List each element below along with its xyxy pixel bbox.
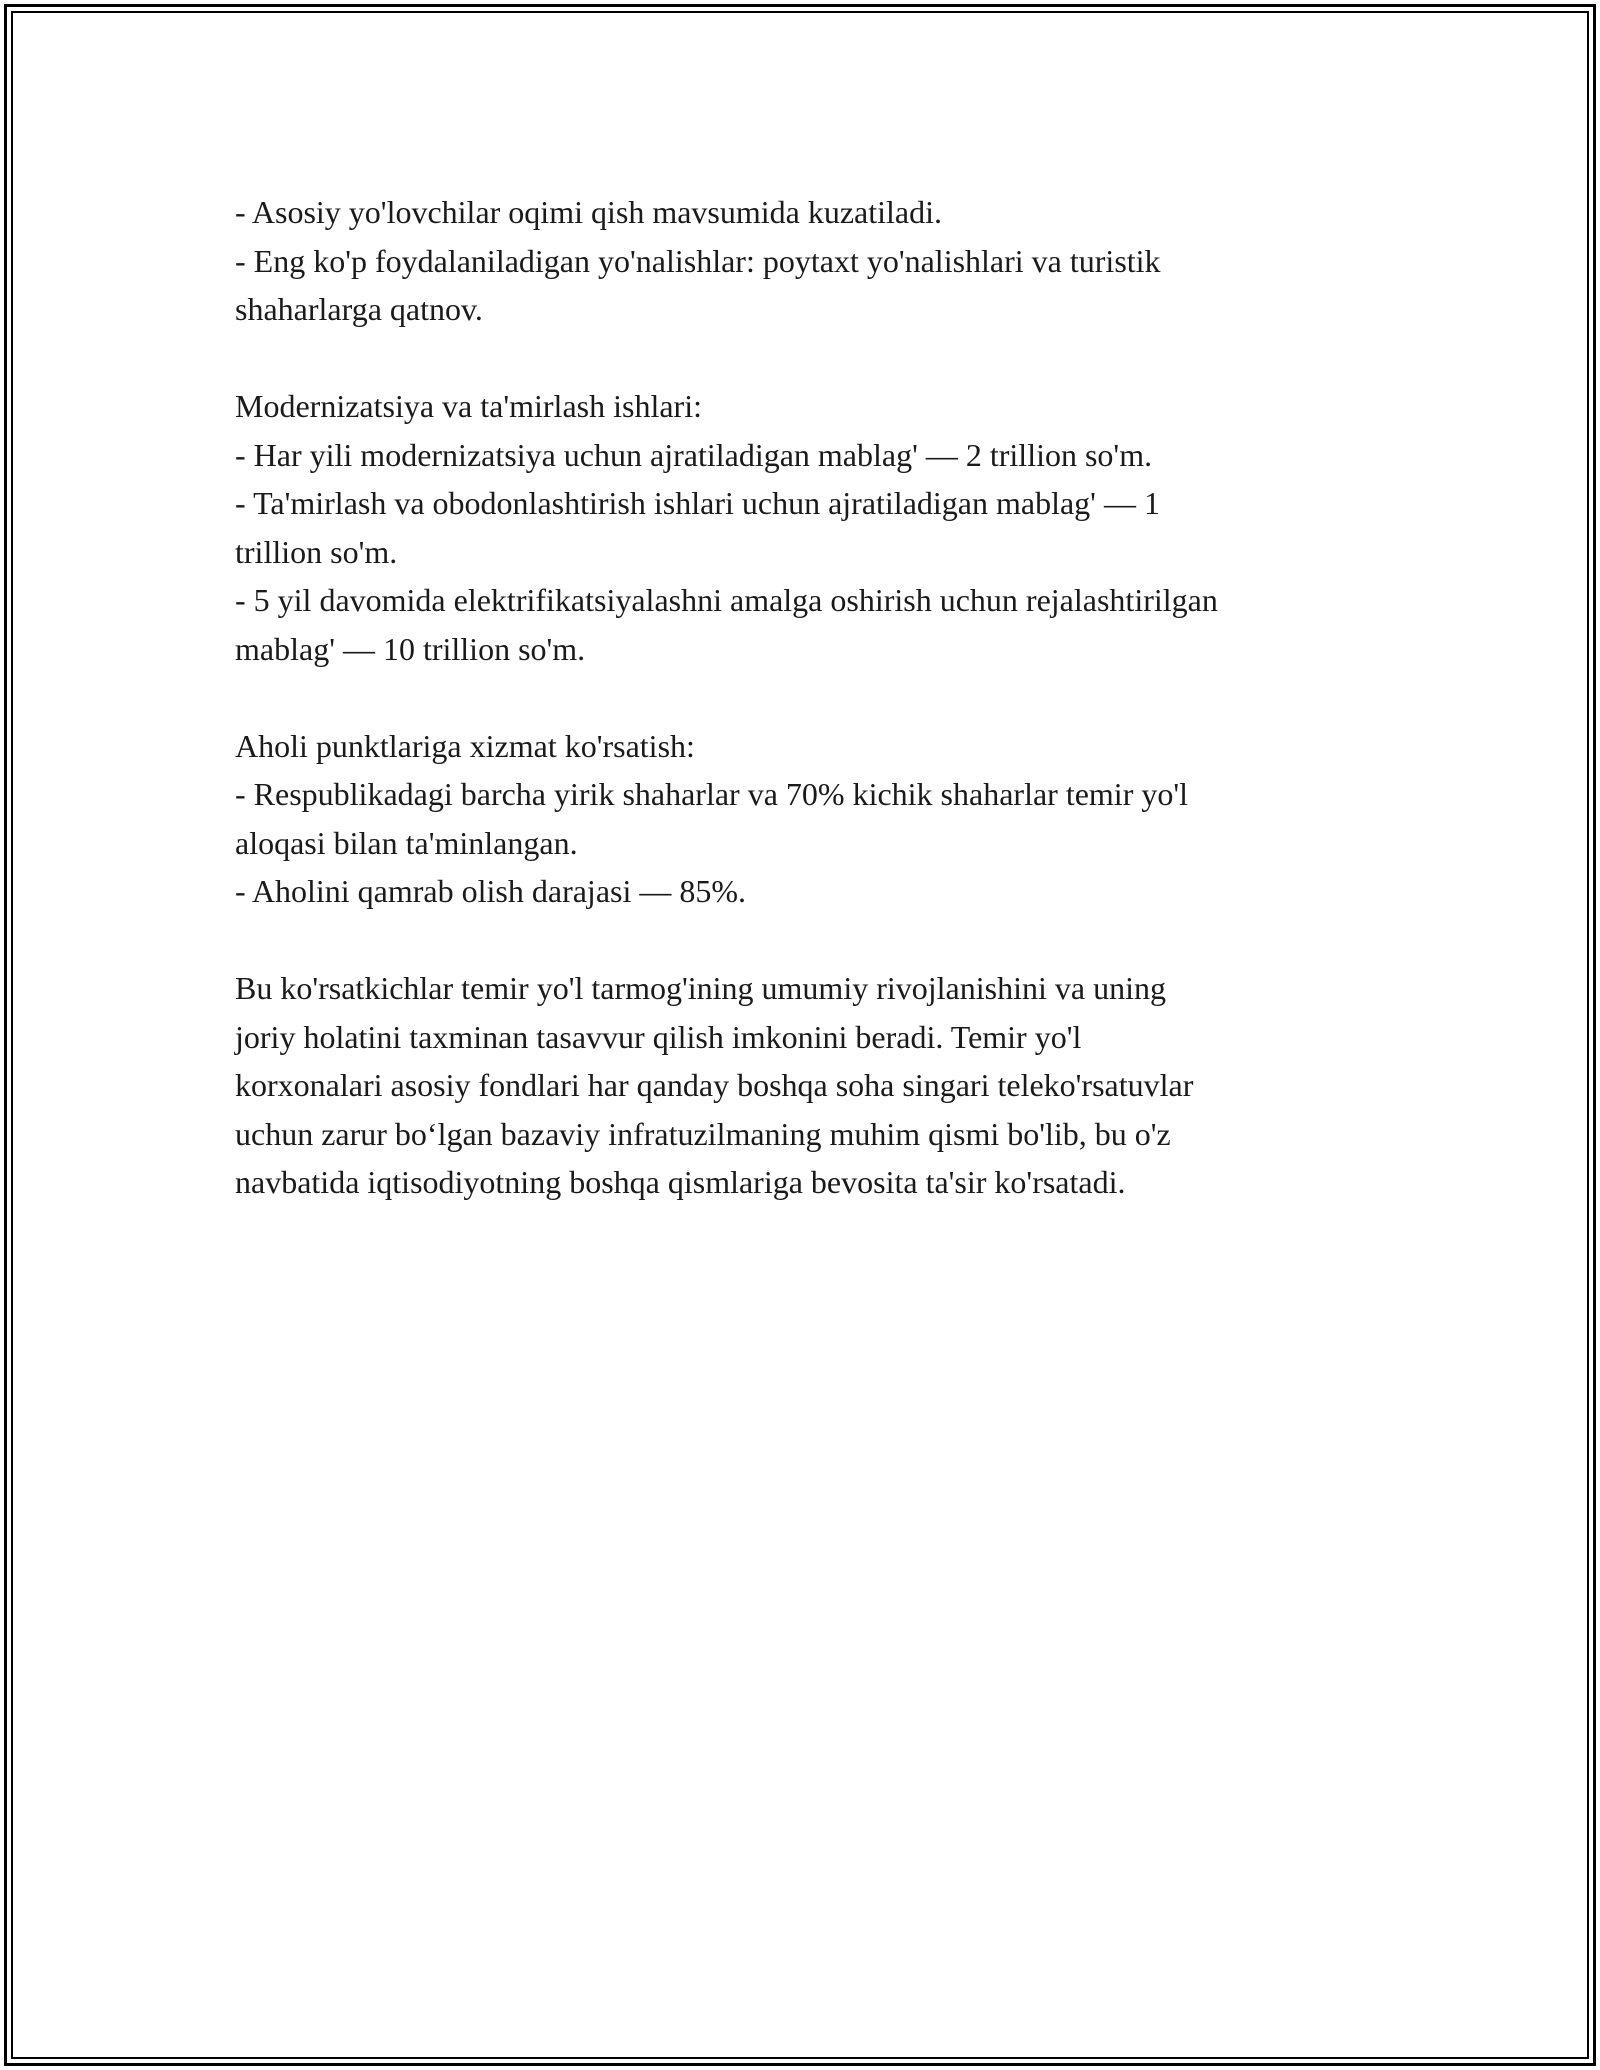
text-line: - Aholini qamrab olish darajasi — 85%. — [235, 873, 747, 909]
passengers-section — [235, 188, 1385, 334]
text-line: - Ta'mirlash va obodonlashtirish ishlari uchun ajratiladigan mablag' — 1 — [235, 485, 1160, 521]
paragraph-gap — [235, 334, 1385, 383]
text-line: - 5 yil davomida elektrifikatsiyalashni amalga oshirish uchun rejalashtirilgan — [235, 582, 1218, 618]
document-body — [235, 188, 1385, 1207]
text-line: Bu ko'rsatkichlar temir yo'l tarmog'ining umumiy rivojlanishini va uning — [235, 970, 1166, 1006]
text-line: - Respublikadagi barcha yirik shaharlar va 70% kichik shaharlar temir yo'l — [235, 776, 1188, 812]
text-line: korxonalari asosiy fondlari har qanday boshqa soha singari teleko'rsatuvlar — [235, 1067, 1194, 1103]
text-line: - Asosiy yo'lovchilar oqimi qish mavsumida kuzatiladi. — [235, 194, 943, 230]
text-line: shaharlarga qatnov. — [235, 291, 483, 327]
text-line: - Eng ko'p foydalaniladigan yo'nalishlar: poytaxt yo'nalishlari va turistik — [235, 242, 1161, 279]
text-line: joriy holatini taxminan tasavvur qilish imkonini beradi. Temir yo'l — [235, 1018, 1082, 1055]
modernization-section — [235, 382, 1385, 673]
paragraph-gap — [235, 916, 1385, 965]
text-line: - Har yili modernizatsiya uchun ajratiladigan mablag' — 2 trillion so'm. — [235, 436, 1153, 473]
section-heading: Aholi punktlariga xizmat ko'rsatish: — [235, 727, 695, 764]
text-line: navbatida iqtisodiyotning boshqa qismlariga bevosita ta'sir ko'rsatadi. — [235, 1164, 1126, 1200]
settlements-section — [235, 722, 1385, 916]
text-line: mablag' — 10 trillion so'm. — [235, 630, 586, 667]
section-heading: Modernizatsiya va ta'mirlash ishlari: — [235, 388, 702, 424]
text-line: trillion so'm. — [235, 533, 398, 570]
text-line: uchun zarur bo‘lgan bazaviy infratuzilmaning muhim qismi bo'lib, bu o'z — [235, 1115, 1171, 1152]
text-line: aloqasi bilan ta'minlangan. — [235, 824, 578, 861]
conclusion-paragraph — [235, 964, 1385, 1207]
paragraph-gap — [235, 673, 1385, 722]
